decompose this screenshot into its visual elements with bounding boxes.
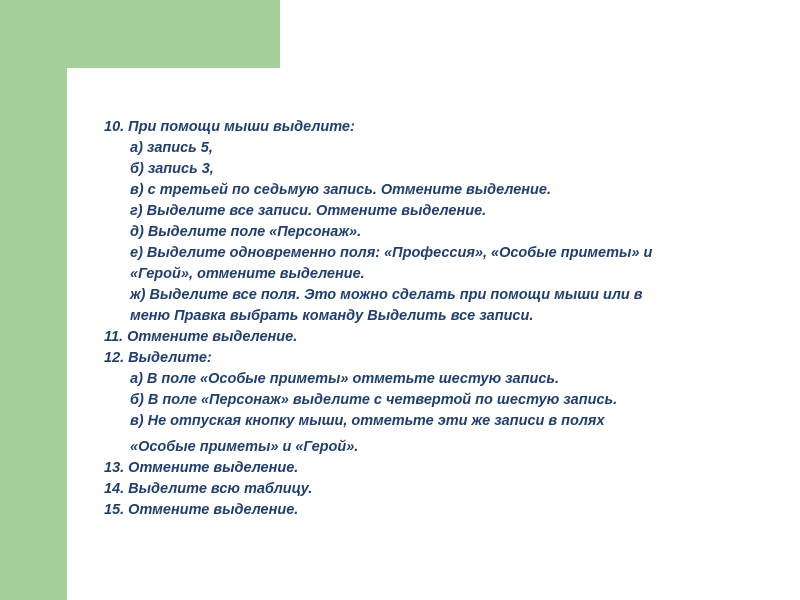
item-12-c-line2: «Особые приметы» и «Герой». bbox=[130, 439, 359, 455]
item-10-e: д) Выделите поле «Персонаж». bbox=[130, 224, 362, 240]
item-13: 13. Отмените выделение. bbox=[104, 460, 299, 476]
item-10-d: г) Выделите все записи. Отмените выделение. bbox=[130, 203, 487, 219]
item-12-a: а) В поле «Особые приметы» отметьте шестую запись. bbox=[130, 371, 560, 387]
slide-text bbox=[104, 117, 784, 521]
item-14: 14. Выделите всю таблицу. bbox=[104, 481, 313, 497]
item-12-c-line1: в) Не отпуская кнопку мыши, отметьте эти же записи в полях bbox=[130, 413, 605, 429]
item-10-f-line1: е) Выделите одновременно поля: «Профессия», «Особые приметы» и bbox=[130, 245, 653, 261]
item-15: 15. Отмените выделение. bbox=[104, 502, 299, 518]
item-10-g-line2: меню Правка выбрать команду Выделить все записи. bbox=[130, 308, 534, 324]
item-12-b: б) В поле «Персонаж» выделите с четвертой по шестую запись. bbox=[130, 392, 618, 408]
item-10-heading: 10. При помощи мыши выделите: bbox=[104, 119, 355, 135]
item-12-heading: 12. Выделите: bbox=[104, 350, 212, 366]
item-10-c: в) с третьей по седьмую запись. Отмените выделение. bbox=[130, 182, 551, 198]
item-10-f-line2: «Герой», отмените выделение. bbox=[130, 266, 365, 282]
item-11: 11. Отмените выделение. bbox=[104, 329, 298, 345]
decorative-green-band-left bbox=[0, 0, 67, 600]
item-10-a: а) запись 5, bbox=[130, 140, 213, 156]
item-10-b: б) запись 3, bbox=[130, 161, 214, 177]
item-10-g-line1: ж) Выделите все поля. Это можно сделать при помощи мыши или в bbox=[130, 287, 643, 303]
